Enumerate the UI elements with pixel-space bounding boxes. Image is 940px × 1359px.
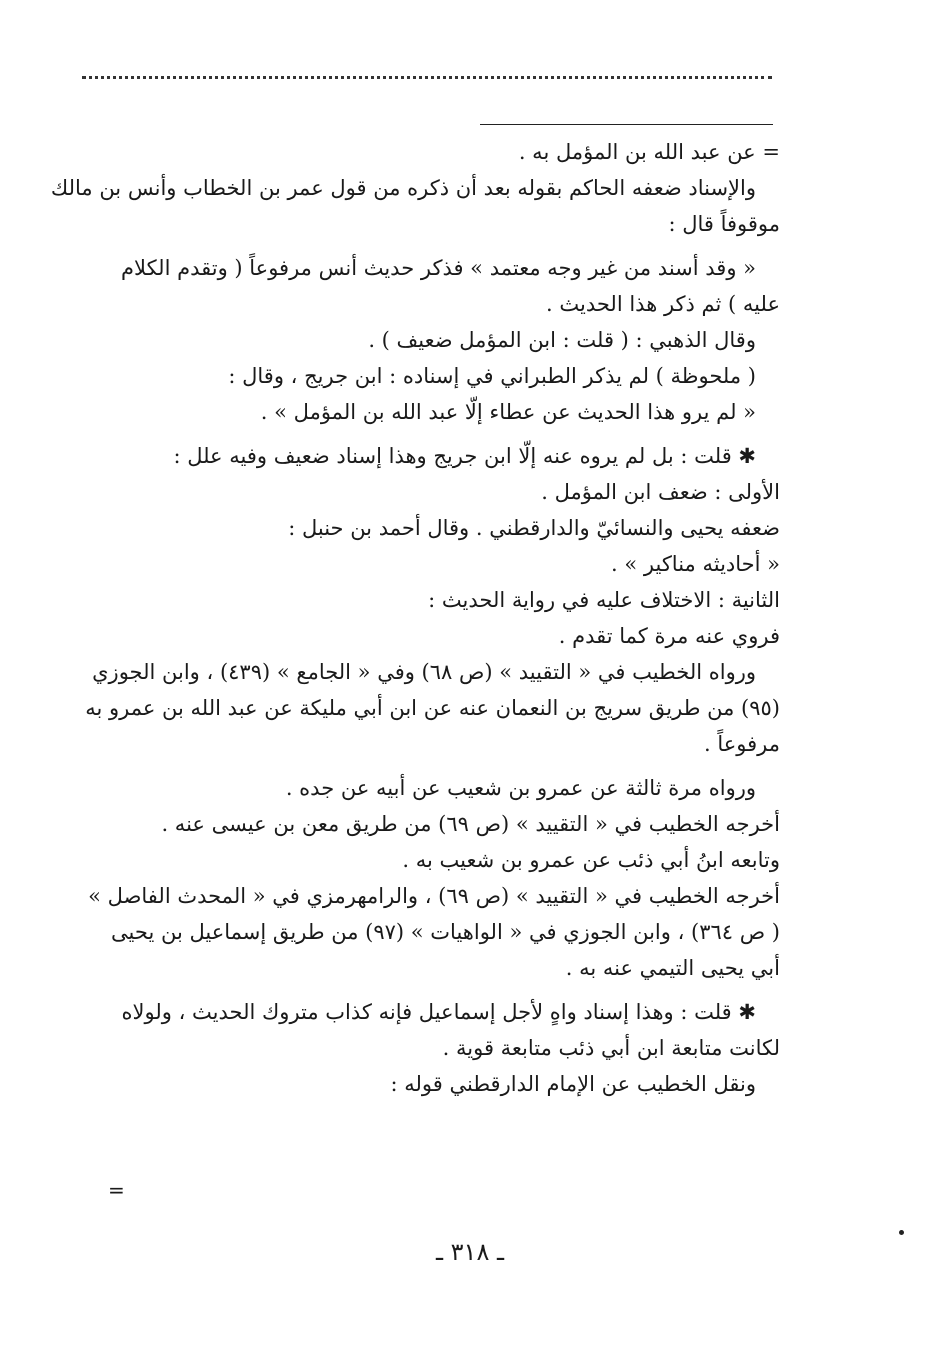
text-line: = عن عبد الله بن المؤمل به . xyxy=(518,140,780,164)
margin-dot xyxy=(899,1230,904,1235)
text-line: والإسناد ضعفه الحاكم بقوله بعد أن ذكره من قول عمر بن الخطاب وأنس بن مالك xyxy=(50,176,756,200)
text-line: أخرجه الخطيب في « التقييد » (ص ٦٩) ، والرامهرمزي في « المحدث الفاصل » xyxy=(88,884,780,908)
text-line: وتابعه ابنُ أبي ذئب عن عمرو بن شعيب به . xyxy=(402,848,780,872)
text-line: ورواه مرة ثالثة عن عمرو بن شعيب عن أبيه عن جده . xyxy=(285,776,756,800)
text-line: « لم يرو هذا الحديث عن عطاء إلّا عبد الله بن المؤمل » . xyxy=(260,400,756,424)
page-number: ـ ٣١٨ ـ xyxy=(435,1238,504,1266)
text-line: « وقد أسند من غير وجه معتمد » فذكر حديث أنس مرفوعاً ( وتقدم الكلام xyxy=(121,256,756,280)
text-line: ( ص ٣٦٤) ، وابن الجوزي في « الواهيات » (٩٧) من طريق إسماعيل بن يحيى xyxy=(111,920,780,944)
text-line: أخرجه الخطيب في « التقييد » (ص ٦٩) من طريق معن بن عيسى عنه . xyxy=(161,812,780,836)
text-line: ✱ قلت : وهذا إسناد واهٍ لأجل إسماعيل فإنه كذاب متروك الحديث ، ولولاه xyxy=(121,1000,756,1024)
text-line: ورواه الخطيب في « التقييد » (ص ٦٨) وفي « الجامع » (٤٣٩) ، وابن الجوزي xyxy=(92,660,756,684)
text-line: وقال الذهبي : ( قلت : ابن المؤمل ضعيف ) . xyxy=(368,328,756,352)
text-line: ✱ قلت : بل لم يروه عنه إلّا ابن جريج وهذا إسناد ضعيف وفيه علل : xyxy=(173,444,756,468)
dotted-separator xyxy=(82,76,772,79)
text-line: (٩٥) من طريق سريج بن النعمان عنه عن ابن أبي مليكة عن عبد الله بن عمرو به xyxy=(85,696,780,720)
text-line: الأولى : ضعف ابن المؤمل . xyxy=(541,480,780,504)
text-line: ( ملحوظة ) لم يذكر الطبراني في إسناده : ابن جريج ، وقال : xyxy=(228,364,756,388)
footnote-rule xyxy=(480,124,773,125)
text-line: ونقل الخطيب عن الإمام الدارقطني قوله : xyxy=(390,1072,756,1096)
text-line: مرفوعاً . xyxy=(703,732,780,756)
text-line: عليه ) ثم ذكر هذا الحديث . xyxy=(546,292,780,316)
text-line: أبي يحيى التيمي عنه به . xyxy=(565,956,780,980)
text-line: لكانت متابعة ابن أبي ذئب متابعة قوية . xyxy=(442,1036,780,1060)
text-line: فروي عنه مرة كما تقدم . xyxy=(558,624,780,648)
text-line: « أحاديثه مناكير » . xyxy=(611,552,780,576)
footnote-text xyxy=(50,134,780,1102)
text-line: الثانية : الاختلاف عليه في رواية الحديث : xyxy=(428,588,780,612)
text-line: ضعفه يحيى والنسائيّ والدارقطني . وقال أحمد بن حنبل : xyxy=(288,516,780,540)
text-line: موقوفاً قال : xyxy=(668,212,780,236)
continuation-mark: = xyxy=(108,1178,125,1202)
